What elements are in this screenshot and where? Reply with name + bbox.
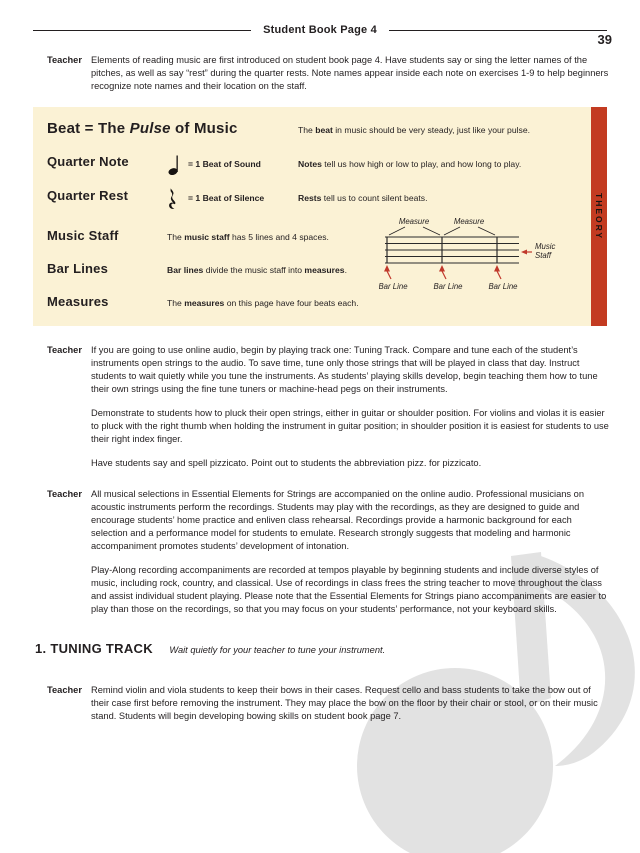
def-segment: The	[167, 298, 185, 309]
term-segment: of Music	[170, 120, 238, 138]
teacher-paragraph: Demonstrate to students how to pluck their open strings, either in guitar or shoulder position. For violins and violas it is easier to pluck with the right thumb when holding the instrument in guitar position; in shoulder position it is easiest for students to use their right index finger.	[91, 408, 609, 445]
teacher-label: Teacher	[47, 685, 82, 696]
def-segment: tell us to count silent beats.	[321, 193, 428, 204]
def-segment-bold: Bar lines	[167, 265, 204, 276]
bar-line-label: Bar Line	[379, 282, 408, 292]
theory-tab-label: THEORY	[594, 192, 604, 241]
teacher-paragraph: Play-Along recording accompaniments are recorded at tempos playable by beginning students and include diverse styles of music, including rock, country, and classical. Use of recordings in class frees the string teacher to move throughout the class and assist individual student playing. Please note that the Essential Elements for Strings piano accompaniments are easier to play than those on the recordings, so that you may focus on your students’ performance, not your keyboard skills.	[91, 565, 607, 615]
term-music-staff: Music Staff	[47, 228, 119, 244]
quarter-note-equals: = 1 Beat of Sound	[188, 159, 261, 170]
def-segment-bold: Rests	[298, 193, 322, 204]
teacher-text	[91, 488, 610, 616]
exercise-heading	[0, 640, 640, 658]
def-bar-lines	[167, 265, 385, 276]
def-segment: tell us how high or low to play, and how long to play.	[321, 159, 522, 170]
term-quarter-rest: Quarter Rest	[47, 188, 129, 204]
quarter-rest-icon	[168, 188, 177, 215]
teacher-label: Teacher	[47, 489, 82, 500]
term-segment: Beat = The	[47, 120, 130, 138]
def-segment: has 5 lines and 4 spaces.	[229, 232, 329, 243]
exercise-instruction: Wait quietly for your teacher to tune your instrument.	[169, 645, 386, 656]
exercise-title: 1. TUNING TRACK	[35, 641, 153, 657]
header-rule-right	[389, 30, 607, 31]
def-measures	[167, 298, 385, 309]
theory-box	[33, 107, 607, 326]
quarter-rest-equals: = 1 Beat of Silence	[188, 193, 265, 204]
measure-label: Measure	[453, 217, 485, 227]
def-quarter-note	[298, 159, 598, 170]
teacher-paragraph: Elements of reading music are first introduced on student book page 4. Have students say or sing the letter names of the pitches, as well as say “rest” during the quarter rests. Note names appear inside each note on exercises 1-9 to help beginners recognize note names and their location on the staff.	[91, 55, 609, 92]
teacher-paragraph: Remind violin and viola students to keep their bows in their cases. Request cello and bass students to take the bow out of their case first before removing the instrument. They may place the bow on the floor by their chair or stool, or on their music stand. Students will begin developing bowing skills on student book page 7.	[91, 685, 598, 722]
theory-tab	[591, 107, 607, 326]
teacher-block-3	[0, 488, 640, 616]
term-quarter-note: Quarter Note	[47, 154, 129, 170]
def-segment: on this page have four beats each.	[224, 298, 359, 309]
theory-row-quarter-rest	[47, 188, 561, 212]
def-quarter-rest	[298, 193, 598, 204]
def-segment: The	[298, 125, 316, 136]
def-segment: The	[167, 232, 185, 243]
teacher-text	[91, 344, 610, 470]
header-title: Student Book Page 4	[263, 24, 377, 36]
def-segment: in music should be very steady, just like your pulse.	[332, 125, 530, 136]
header-rule-left	[33, 30, 251, 31]
teacher-paragraph: If you are going to use online audio, begin by playing track one: Tuning Track. Compare and tune each of the student’s instruments open strings to the audio. To save time, tune only those strings that will be played in class that day. Instruct students to wait quietly while you tune the instruments. As students’ playing skills develop, begin teaching them how to tune their own strings using the fine tune tuners or machine-head pegs on their instruments.	[91, 345, 598, 395]
theory-row-quarter-note	[47, 154, 561, 178]
measure-label: Measure	[398, 217, 430, 227]
teacher-block-1	[0, 54, 640, 93]
term-bar-lines: Bar Lines	[47, 261, 109, 277]
bar-line-label: Bar Line	[433, 282, 463, 292]
def-segment-bold: measures	[184, 298, 225, 309]
bar-line-label: Bar Line	[488, 282, 518, 292]
teacher-block-2	[0, 344, 640, 470]
term-segment-italic: Pulse	[129, 120, 171, 138]
teacher-text	[91, 54, 610, 93]
staff-diagram	[379, 213, 575, 300]
teacher-text	[91, 684, 610, 723]
teacher-block-4	[0, 684, 640, 723]
teacher-paragraph: All musical selections in Essential Elements for Strings are accompanied on the online audio. Professional musicians on acoustic instruments perform the recordings. Students may play with the recordings, as they are designed to guide and encourage students’ home practice and enliven class rehearsal. Recordings provide a harmonic background for each selection and a performance model for students to emulate. Research strongly suggests that modeling and harmonic accompaniment promotes students’ development of intonation.	[91, 489, 584, 552]
page-number: 39	[597, 32, 612, 47]
theory-row-beat	[47, 120, 561, 144]
teacher-label: Teacher	[47, 345, 82, 356]
page-header	[33, 24, 607, 36]
term-measures: Measures	[47, 294, 109, 310]
teacher-paragraph: Have students say and spell pizzicato. Point out to students the abbreviation pizz. for pizzicato.	[91, 458, 482, 469]
quarter-note-icon	[168, 154, 180, 181]
page-content	[0, 24, 640, 723]
music-staff-label: Music	[535, 242, 556, 252]
music-staff-label: Staff	[535, 251, 552, 261]
def-music-staff	[167, 232, 385, 243]
def-segment-bold: beat	[315, 125, 333, 136]
teacher-label: Teacher	[47, 55, 82, 65]
staff-diagram-graphic	[379, 213, 575, 295]
def-segment-bold: Notes	[298, 159, 322, 170]
def-segment: .	[344, 265, 347, 276]
def-beat	[298, 125, 598, 136]
def-segment-bold: music staff	[184, 232, 230, 243]
def-segment: divide the music staff into	[203, 265, 305, 276]
def-segment-bold: measures	[304, 265, 345, 276]
